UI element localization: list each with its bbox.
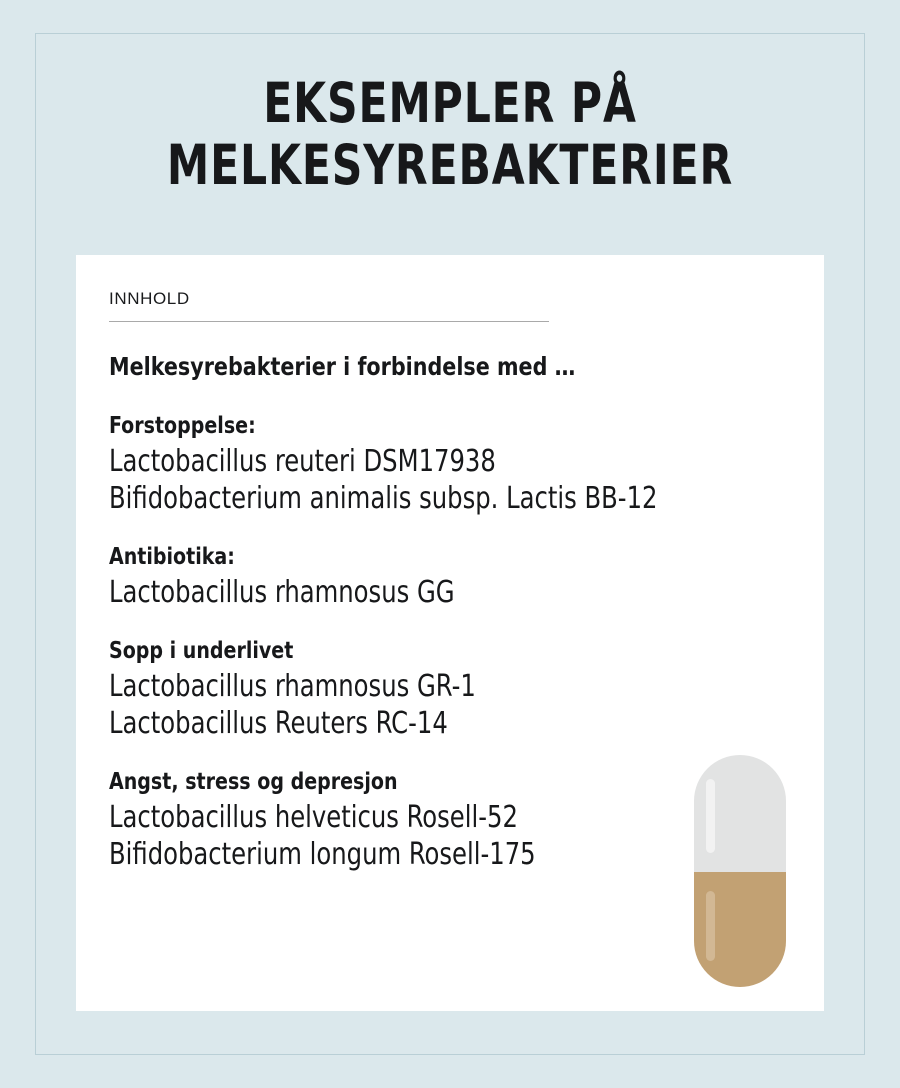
card-content (109, 289, 791, 873)
group-heading: Antibiotika: (109, 544, 235, 570)
title-line-1: EKSEMPLER PÅ (263, 71, 637, 135)
list-group-antibiotika (109, 543, 791, 611)
list-group-forstoppelse (109, 412, 791, 517)
list-item: Lactobacillus Reuters RC-14 (109, 706, 448, 741)
divider (109, 321, 549, 322)
card-lead: Melkesyrebakterier i forbindelse med … (109, 352, 576, 381)
list-group-angst (109, 768, 791, 873)
list-item: Lactobacillus reuteri DSM17938 (109, 444, 496, 479)
list-item: Lactobacillus helveticus Rosell-52 (109, 800, 518, 835)
group-heading: Angst, stress og depresjon (109, 769, 398, 795)
list-item: Bifidobacterium longum Rosell-175 (109, 837, 536, 872)
group-heading: Sopp i underlivet (109, 638, 294, 664)
list-item: Lactobacillus rhamnosus GG (109, 575, 455, 610)
content-card (76, 255, 824, 1011)
list-item: Bifidobacterium animalis subsp. Lactis BB-12 (109, 481, 658, 516)
list-group-sopp (109, 637, 791, 742)
list-item: Lactobacillus rhamnosus GR-1 (109, 669, 476, 704)
group-heading: Forstoppelse: (109, 413, 256, 439)
capsule-icon (694, 755, 786, 987)
page-title (76, 72, 824, 196)
card-kicker: INNHOLD (109, 289, 190, 308)
title-line-2: MELKESYREBAKTERIER (166, 133, 734, 197)
